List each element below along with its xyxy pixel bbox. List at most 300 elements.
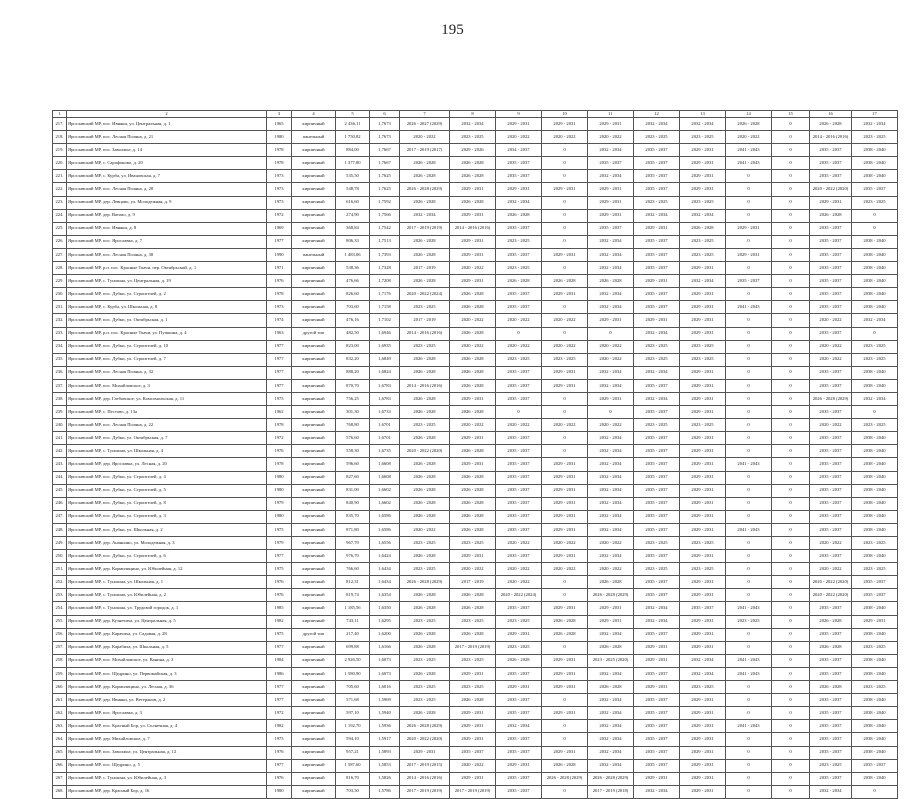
column-number: 15	[772, 111, 810, 118]
table-cell: 0	[726, 471, 772, 484]
table-cell: 0	[772, 550, 810, 563]
table-cell: 2035 - 2037	[810, 445, 852, 458]
table-cell: 2032 - 2034	[588, 301, 634, 314]
table-cell: 2020 - 2022	[400, 131, 450, 144]
table-cell: 2035 - 2037	[634, 720, 680, 733]
table-cell: 0	[542, 432, 588, 445]
address-cell: Ярославский МР, пос. Ярославка, д. 7	[67, 235, 267, 248]
table-cell: 2032 - 2034	[588, 432, 634, 445]
table-cell: 2026 - 2028	[810, 681, 852, 694]
table-cell: 0	[772, 510, 810, 523]
table-cell: 0	[542, 406, 588, 419]
table-cell: 2032 - 2034	[588, 144, 634, 157]
table-cell: 2020 - 2022	[588, 340, 634, 353]
table-cell: 2029 - 2031	[542, 288, 588, 301]
table-cell: 2035 - 2037	[634, 406, 680, 419]
row-number-cell: 241.	[53, 432, 67, 445]
table-cell: 2017 - 2019 (2019)	[400, 785, 450, 798]
table-cell: 835,70	[336, 510, 370, 523]
table-cell: кирпичный	[292, 707, 336, 720]
table-cell: 2029 - 2031	[588, 392, 634, 405]
table-cell: 2023 - 2025	[680, 681, 726, 694]
table-cell: 2023 - 2025	[852, 353, 898, 366]
table-cell: 2038 - 2040	[852, 262, 898, 275]
table-cell: 1984	[267, 654, 292, 667]
table-cell: 967,70	[336, 537, 370, 550]
table-cell: 0	[542, 235, 588, 248]
table-cell: 2026 - 2028 (2029)	[400, 720, 450, 733]
table-cell: 0	[726, 262, 772, 275]
row-number-cell: 267.	[53, 772, 67, 785]
table-cell: 2026 - 2028	[726, 118, 772, 131]
table-cell: 1985	[267, 602, 292, 615]
column-number: 12	[634, 111, 680, 118]
row-number-cell: 232.	[53, 314, 67, 327]
table-cell: 2017 - 2019 (2017)	[400, 144, 450, 157]
address-cell: Ярославский МР, дер. Ватово, д. 9	[67, 209, 267, 222]
table-cell: 0	[726, 497, 772, 510]
table-row	[53, 471, 898, 484]
table-row	[53, 353, 898, 366]
table-cell: 1975	[267, 392, 292, 405]
table-cell: 0	[772, 144, 810, 157]
table-cell: 2020 - 2022	[588, 563, 634, 576]
table-cell: 0	[542, 733, 588, 746]
table-cell: 2026 - 2028	[496, 275, 542, 288]
table-cell: 2017 - 2019	[400, 262, 450, 275]
table-row	[53, 262, 898, 275]
table-cell: 2029 - 2031	[450, 667, 496, 680]
row-number-cell: 265.	[53, 746, 67, 759]
table-cell: кирпичный	[292, 759, 336, 772]
table-cell: 2029 - 2031	[680, 471, 726, 484]
table-cell: 0	[852, 222, 898, 235]
table-cell: 831,00	[336, 484, 370, 497]
table-cell: 1,6935	[370, 340, 400, 353]
table-cell: 2041 - 2043	[726, 602, 772, 615]
table-cell: 2035 - 2037	[496, 484, 542, 497]
table-cell: 2035 - 2037	[810, 707, 852, 720]
table-cell: 2035 - 2037	[852, 589, 898, 602]
table-cell: 2035 - 2037	[810, 772, 852, 785]
table-cell: 2035 - 2037	[496, 288, 542, 301]
table-cell: кирпичный	[292, 550, 336, 563]
table-cell: 0	[542, 576, 588, 589]
table-cell: 2038 - 2040	[852, 602, 898, 615]
table-cell: 2020 - 2022	[450, 563, 496, 576]
table-cell: кирпичный	[292, 222, 336, 235]
table-cell: 2035 - 2037	[634, 589, 680, 602]
table-cell: 217,40	[336, 628, 370, 641]
table-row	[53, 576, 898, 589]
table-cell: кирпичный	[292, 314, 336, 327]
table-cell: 2023 - 2025	[680, 537, 726, 550]
table-cell: 0	[726, 183, 772, 196]
table-cell: 576,60	[336, 432, 370, 445]
table-cell: 2035 - 2037	[496, 248, 542, 261]
table-cell: 2032 - 2034	[680, 118, 726, 131]
table-row	[53, 301, 898, 314]
address-cell: Ярославский МР, с. Пестово, д. 13а	[67, 406, 267, 419]
table-cell: 2026 - 2028	[400, 406, 450, 419]
table-cell: 2035 - 2037	[496, 694, 542, 707]
table-cell: 1990	[267, 248, 292, 261]
table-cell: 0	[772, 170, 810, 183]
table-cell: 2023 - 2025	[726, 615, 772, 628]
table-row	[53, 235, 898, 248]
table-cell: кирпичный	[292, 235, 336, 248]
table-cell: 2038 - 2040	[852, 720, 898, 733]
table-cell: 1971	[267, 262, 292, 275]
table-cell: 0	[542, 694, 588, 707]
table-row	[53, 497, 898, 510]
table-cell: 1,7566	[370, 209, 400, 222]
table-cell: 2035 - 2037	[634, 733, 680, 746]
table-cell: 2029 - 2031	[450, 275, 496, 288]
table-cell: 2020 - 2022	[496, 314, 542, 327]
table-cell: 2020 - 2022	[496, 340, 542, 353]
table-row	[53, 537, 898, 550]
table-cell: 2032 - 2034	[852, 118, 898, 131]
table-cell: 0	[772, 340, 810, 353]
table-cell: 2023 - 2025	[496, 615, 542, 628]
table-cell: 1,7158	[370, 301, 400, 314]
table-cell: 0	[772, 314, 810, 327]
table-cell: 2029 - 2031	[680, 314, 726, 327]
table-cell: 2020 - 2022	[450, 314, 496, 327]
table-cell: 2026 - 2028	[588, 681, 634, 694]
table-cell: кирпичный	[292, 733, 336, 746]
table-cell: 2023 - 2025	[400, 419, 450, 432]
table-cell: 2032 - 2034	[634, 366, 680, 379]
table-cell: 2026 - 2028	[810, 209, 852, 222]
table-cell: 2029 - 2031	[542, 510, 588, 523]
table-cell: 0	[772, 406, 810, 419]
table-cell: 2035 - 2037	[810, 301, 852, 314]
table-cell: 2035 - 2037	[634, 667, 680, 680]
table-cell: 2032 - 2034	[634, 615, 680, 628]
table-cell: 2038 - 2040	[852, 707, 898, 720]
table-cell: 1,6946	[370, 327, 400, 340]
row-number-cell: 237.	[53, 379, 67, 392]
table-cell: 2035 - 2037	[810, 602, 852, 615]
table-cell: 2035 - 2037	[852, 759, 898, 772]
table-cell: 1973	[267, 301, 292, 314]
table-cell: 2029 - 2031	[680, 628, 726, 641]
table-cell: 1977	[267, 694, 292, 707]
table-cell: 2035 - 2037	[496, 366, 542, 379]
table-cell: 2029 - 2031	[542, 602, 588, 615]
table-cell: 2029 - 2031	[680, 301, 726, 314]
table-cell: 2029 - 2031	[542, 366, 588, 379]
table-cell: 1980	[267, 510, 292, 523]
table-cell: 2026 - 2028	[450, 523, 496, 536]
table-cell: 2032 - 2034	[588, 379, 634, 392]
table-cell: 0	[726, 327, 772, 340]
table-cell: 2029 - 2031	[680, 458, 726, 471]
table-cell: 2032 - 2034	[588, 471, 634, 484]
table-cell: 0	[496, 406, 542, 419]
table-cell: 0	[542, 209, 588, 222]
table-cell: 2029 - 2031	[588, 314, 634, 327]
table-cell: 2035 - 2037	[634, 432, 680, 445]
table-cell: 2032 - 2034	[588, 759, 634, 772]
table-cell: 2035 - 2037	[634, 707, 680, 720]
table-cell: 1973	[267, 196, 292, 209]
table-cell: 1,6735	[370, 445, 400, 458]
table-row	[53, 157, 898, 170]
address-cell: Ярославский МР, пос. Михайловское, д. 3	[67, 379, 267, 392]
table-cell: 1,6073	[370, 667, 400, 680]
table-cell: 2035 - 2037	[810, 733, 852, 746]
table-cell: 2 926,50	[336, 654, 370, 667]
table-cell: 0	[726, 209, 772, 222]
table-cell: 2023 - 2025	[680, 196, 726, 209]
table-cell: 2 436,11	[336, 118, 370, 131]
table-cell: 2020 - 2022	[588, 131, 634, 144]
table-cell: 1,7673	[370, 131, 400, 144]
row-number-cell: 233.	[53, 327, 67, 340]
page-number: 195	[441, 22, 464, 38]
table-cell: 0	[496, 327, 542, 340]
table-cell: 1976	[267, 445, 292, 458]
table-cell: 0	[726, 379, 772, 392]
table-cell: 2035 - 2037	[634, 550, 680, 563]
row-number-cell: 225.	[53, 222, 67, 235]
table-cell: 2032 - 2034	[588, 497, 634, 510]
table-cell: 2035 - 2037	[496, 746, 542, 759]
table-cell: 1,6783	[370, 379, 400, 392]
table-cell: 1,6783	[370, 392, 400, 405]
address-cell: Ярославский МР, пос. Лесная Поляна, д. 38	[67, 248, 267, 261]
table-cell: 2020 - 2022	[496, 537, 542, 550]
table-cell: 1976	[267, 772, 292, 785]
table-cell: 2035 - 2037	[810, 144, 852, 157]
table-cell: 2026 - 2028	[496, 654, 542, 667]
table-cell: 1,7513	[370, 235, 400, 248]
table-cell: 2029 - 2031	[634, 275, 680, 288]
table-cell: 2014 - 2016 (2016)	[810, 131, 852, 144]
row-number-cell: 247.	[53, 510, 67, 523]
table-cell: 0	[852, 209, 898, 222]
table-cell: 2026 - 2028 (2029)	[400, 576, 450, 589]
table-row	[53, 772, 898, 785]
table-cell: 1,5826	[370, 772, 400, 785]
table-cell: 2023 - 2025	[400, 563, 450, 576]
row-number-cell: 231.	[53, 301, 67, 314]
address-cell: Ярославский МР, пос. Ивняки, д. 8	[67, 222, 267, 235]
table-cell: 2041 - 2043	[726, 654, 772, 667]
table-cell: 2017 - 2019	[400, 314, 450, 327]
address-cell: Ярославский МР, пос. Дубки, ул. Октябрьская, д. 7	[67, 432, 267, 445]
table-cell: 594,10	[336, 733, 370, 746]
table-cell: 2035 - 2037	[810, 406, 852, 419]
table-cell: кирпичный	[292, 563, 336, 576]
table-cell: 1,6434	[370, 563, 400, 576]
table-cell: 2029 - 2031	[852, 615, 898, 628]
table-cell: 2020 - 2022	[810, 340, 852, 353]
table-cell: 1975	[267, 563, 292, 576]
address-cell: Ярославский МР, с. Курба, ул. Ивановская, д. 7	[67, 170, 267, 183]
table-cell: 2026 - 2028	[400, 275, 450, 288]
table-cell: 0	[772, 327, 810, 340]
table-cell: 2032 - 2034	[588, 510, 634, 523]
table-cell: 2023 - 2025	[852, 563, 898, 576]
table-cell: 2035 - 2037	[496, 222, 542, 235]
table-cell: 0	[726, 537, 772, 550]
table-cell: 2032 - 2034	[496, 720, 542, 733]
row-number-cell: 268.	[53, 785, 67, 798]
table-cell: 884,00	[336, 144, 370, 157]
table-cell: 1,7667	[370, 144, 400, 157]
table-cell: 819,74	[336, 589, 370, 602]
table-cell: 1,6200	[370, 628, 400, 641]
table-cell: кирпичный	[292, 275, 336, 288]
table-cell: 2026 - 2028 (2029)	[588, 589, 634, 602]
row-number-cell: 251.	[53, 563, 67, 576]
table-cell: 1 483,06	[336, 248, 370, 261]
row-number-cell: 253.	[53, 589, 67, 602]
table-cell: 597,10	[336, 707, 370, 720]
table-cell: 766,60	[336, 563, 370, 576]
table-cell: 2020 - 2022 (2024)	[400, 288, 450, 301]
table-cell: 2017 - 2019 (2015)	[400, 759, 450, 772]
table-cell: 1,6602	[370, 484, 400, 497]
table-cell: кирпичный	[292, 772, 336, 785]
table-cell: 2029 - 2031	[634, 772, 680, 785]
table-cell: 1977	[267, 681, 292, 694]
table-cell: 2029 - 2031	[542, 746, 588, 759]
table-cell: 0	[772, 537, 810, 550]
table-cell: 2020 - 2022 (2020)	[400, 445, 450, 458]
table-row	[53, 510, 898, 523]
address-cell: Ярославский МР, пос. Лесная Поляна, д. 21	[67, 131, 267, 144]
table-cell: 2026 - 2028	[400, 392, 450, 405]
table-cell: 2029 - 2031	[680, 589, 726, 602]
table-cell: 2035 - 2037	[588, 222, 634, 235]
column-number: 17	[852, 111, 898, 118]
table-row	[53, 641, 898, 654]
table-cell: 2023 - 2025	[634, 353, 680, 366]
table-cell: 2035 - 2037	[810, 432, 852, 445]
table-cell: 2032 - 2034	[680, 275, 726, 288]
table-cell: кирпичный	[292, 497, 336, 510]
table-cell: 2032 - 2034	[588, 694, 634, 707]
table-cell: 2026 - 2028	[400, 366, 450, 379]
table-cell: 2023 - 2025	[634, 537, 680, 550]
table-cell: 2035 - 2037	[634, 497, 680, 510]
row-number-cell: 259.	[53, 667, 67, 680]
table-cell: 2035 - 2037	[496, 667, 542, 680]
table-cell: 768,80	[336, 419, 370, 432]
table-cell: 2032 - 2034	[634, 392, 680, 405]
table-cell: 1976	[267, 275, 292, 288]
table-cell: 871,80	[336, 523, 370, 536]
table-cell: 2023 - 2025	[400, 654, 450, 667]
table-cell: 2038 - 2040	[852, 275, 898, 288]
table-cell: 2035 - 2037	[496, 170, 542, 183]
address-cell: Ярославский МР, дер. Ивняки, ул. Ветеранов, д. 2	[67, 694, 267, 707]
address-cell: Ярославский МР, пос. Дубки, ул. Строителей, д. 3	[67, 510, 267, 523]
table-cell: 2032 - 2034	[588, 288, 634, 301]
table-cell: 2035 - 2037	[726, 275, 772, 288]
table-cell: 2035 - 2037	[496, 471, 542, 484]
address-cell: Ярославский МР, дер. Карачиха, ул. Садовая, д. 28	[67, 628, 267, 641]
table-cell: 2023 - 2025	[450, 681, 496, 694]
table-cell: 1,6608	[370, 458, 400, 471]
table-cell: 2026 - 2028	[400, 628, 450, 641]
table-cell: 1,6166	[370, 641, 400, 654]
table-cell: кирпичный	[292, 432, 336, 445]
table-cell: 1,7673	[370, 118, 400, 131]
table-cell: 0	[772, 235, 810, 248]
table-cell: 2035 - 2037	[634, 235, 680, 248]
table-cell: 2023 - 2025	[852, 131, 898, 144]
table-cell: 2026 - 2028	[400, 602, 450, 615]
table-cell: другой тип	[292, 628, 336, 641]
table-cell: 2038 - 2040	[852, 628, 898, 641]
table-cell: 1963	[267, 327, 292, 340]
row-number-cell: 244.	[53, 471, 67, 484]
table-cell: кирпичный	[292, 406, 336, 419]
table-cell: 2023 - 2025 (2020)	[588, 654, 634, 667]
table-cell: 2029 - 2031	[680, 694, 726, 707]
table-cell: 705,60	[336, 681, 370, 694]
table-cell: 1980	[267, 471, 292, 484]
table-cell: 2026 - 2028	[450, 589, 496, 602]
table-cell: 2029 - 2031	[542, 523, 588, 536]
table-cell: 2023 - 2025	[400, 340, 450, 353]
table-cell: 2023 - 2025	[852, 681, 898, 694]
table-cell: 2041 - 2043	[726, 157, 772, 170]
table-row	[53, 406, 898, 419]
table-cell: 2041 - 2043	[726, 458, 772, 471]
table-cell: 0	[726, 694, 772, 707]
table-cell: 1,6602	[370, 497, 400, 510]
table-cell: 2023 - 2025	[634, 131, 680, 144]
table-cell: 2029 - 2031	[496, 681, 542, 694]
table-cell: 2035 - 2037	[496, 379, 542, 392]
table-cell: 2035 - 2037	[810, 523, 852, 536]
table-cell: 2029 - 2031	[542, 118, 588, 131]
table-cell: 2035 - 2037	[496, 550, 542, 563]
table-cell: 0	[726, 170, 772, 183]
table-cell: 703,60	[336, 301, 370, 314]
table-cell: 2029 - 2031	[542, 550, 588, 563]
table-cell: 2026 - 2028 (2029)	[400, 183, 450, 196]
table-row	[53, 314, 898, 327]
table-cell: 2029 - 2031	[680, 327, 726, 340]
table-cell: 2041 - 2043	[726, 301, 772, 314]
table-cell: 538,36	[336, 262, 370, 275]
table-cell: 2026 - 2028	[400, 589, 450, 602]
table-cell: 0	[542, 327, 588, 340]
table-cell: 0	[726, 628, 772, 641]
table-cell: 1,5893	[370, 746, 400, 759]
table-row	[53, 484, 898, 497]
column-number: 2	[67, 111, 267, 118]
address-cell: Ярославский МР, дер. Кормилицино, ул. Лесная, д. 36	[67, 681, 267, 694]
table-cell: 2035 - 2037	[810, 379, 852, 392]
table-cell: кирпичный	[292, 667, 336, 680]
table-row	[53, 563, 898, 576]
table-cell: 2023 - 2025	[680, 340, 726, 353]
table-cell: 2029 - 2031	[680, 366, 726, 379]
table-cell: 2026 - 2028	[450, 196, 496, 209]
table-cell: 0	[726, 641, 772, 654]
table-cell: 1976	[267, 576, 292, 589]
table-cell: 0	[772, 720, 810, 733]
